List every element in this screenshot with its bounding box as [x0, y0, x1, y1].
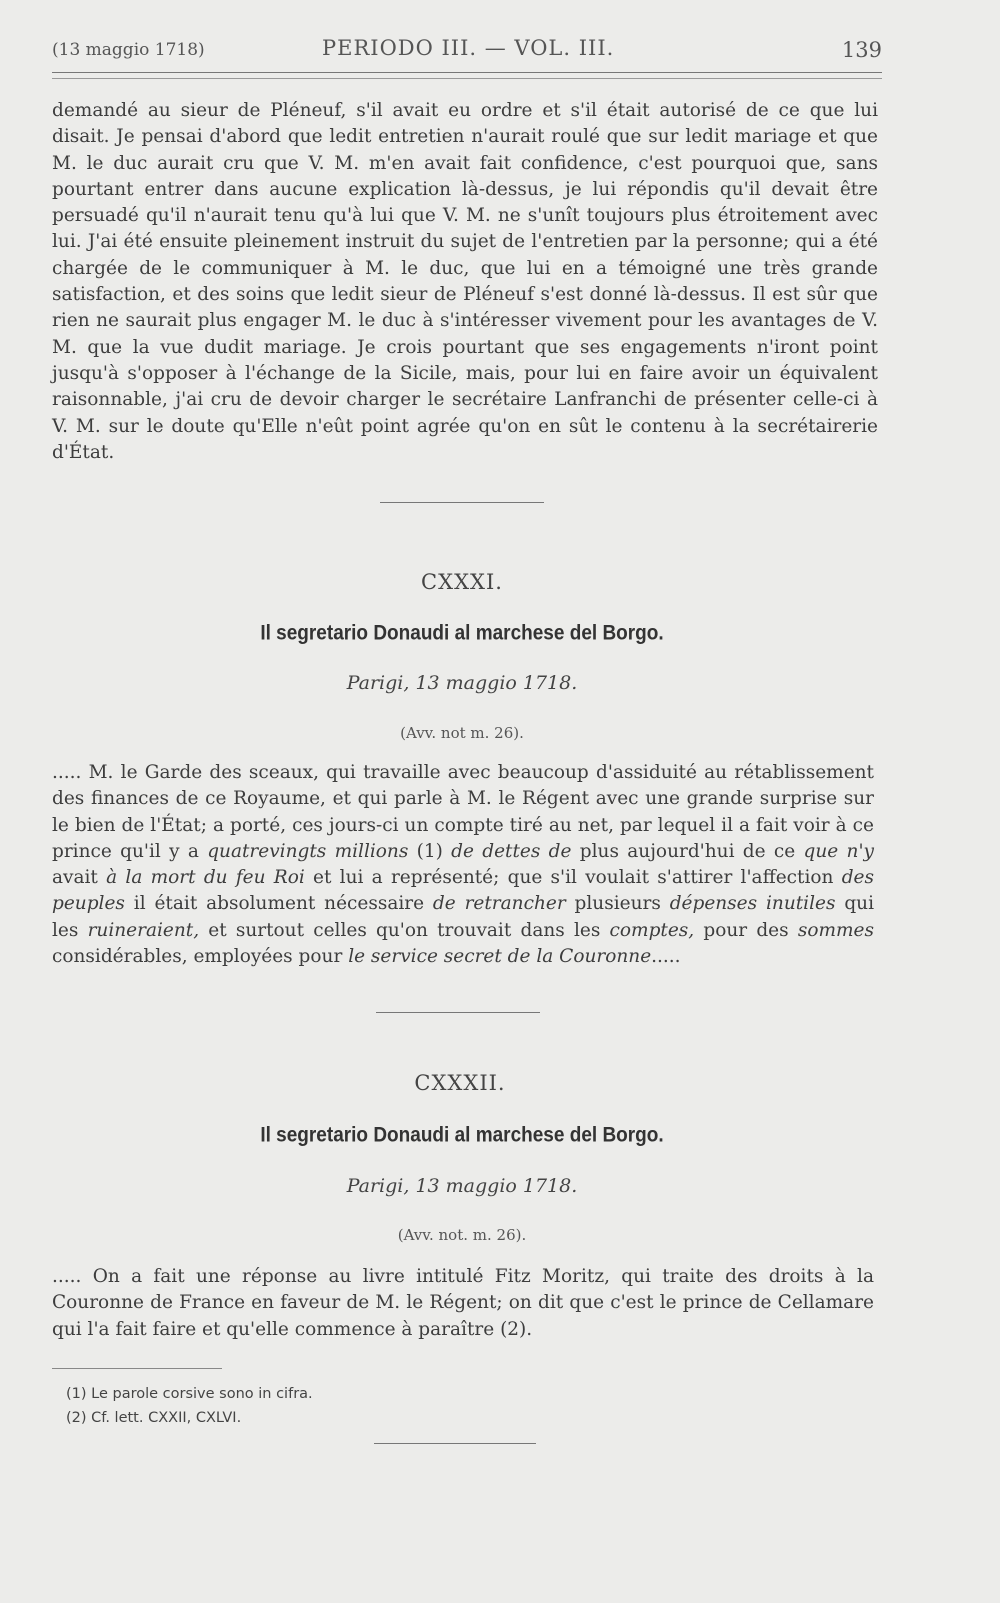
letter-body: [52, 760, 874, 970]
running-head-title: PERIODO III. — VOL. III.: [322, 36, 615, 60]
cipher-italic-text: de retrancher: [432, 893, 566, 915]
footnote-1: (1) Le parole corsive sono in cifra.: [66, 1386, 313, 1402]
cipher-italic-text: le service secret de la Couronne: [348, 946, 652, 968]
letter-number: CXXXI.: [421, 570, 503, 594]
body-text-segment: (1): [408, 840, 452, 862]
letter-date: Parigi, 13 maggio 1718.: [346, 672, 578, 694]
cipher-italic-text: quatrevingts millions: [207, 840, 409, 862]
body-text-segment: et lui a représenté; que s'il voulait s'attirer l'affection: [304, 867, 842, 889]
footnote-rule: [52, 1368, 222, 1369]
letter-title: Il segretario Donaudi al marchese del Borgo.: [260, 1123, 664, 1147]
body-text-segment: il était absolument nécessaire: [124, 893, 433, 915]
cipher-italic-text: ruineraient,: [87, 919, 200, 941]
cipher-italic-text: des peuples: [52, 867, 874, 915]
letter-date: Parigi, 13 maggio 1718.: [346, 1175, 578, 1197]
body-text-segment: pour des: [694, 919, 798, 941]
section-divider: [380, 502, 544, 503]
body-text-segment: plusieurs: [565, 893, 670, 915]
running-head: [52, 36, 882, 66]
body-text-segment: avait: [52, 867, 107, 889]
section-divider: [374, 1443, 536, 1444]
body-text-segment: plus aujourd'hui de ce: [571, 840, 804, 862]
cipher-italic-text: dépenses inutiles: [669, 893, 836, 915]
letter-body: ..... On a fait une réponse au livre intitulé Fitz Moritz, qui traite des droits à la Couronne de France en faveur de M. le Régent; on dit que c'est le prince de Cellamare qui l'a fait faire et qu'elle commence à paraître (2).: [52, 1266, 874, 1340]
continued-letter-paragraph: demandé au sieur de Pléneuf, s'il avait eu ordre et s'il était autorisé de ce que lui disait. Je pensai d'abord que ledit entretien n'aurait roulé que sur ledit mariage et que M. le duc aurait cru que V. M. m'en avait fait confidence, c'est pourquoi que, sans pourtant entrer dans aucune explication là-dessus, je lui répondis qu'il devait être persuadé qu'il n'aurait tenu qu'à lui que V. M. ne s'unît toujours plus étroitement avec lui. J'ai été ensuite pleinement instruit du sujet de l'entretien par la personne; qui a été chargée de le communiquer à M. le duc, que lui en a témoigné une très grande satisfaction, et des soins que ledit sieur de Pléneuf s'est donné là-dessus. Il est sûr que rien ne saurait plus engager M. le duc à s'intéresser vivement pour les avantages de V. M. que la vue dudit mariage. Je crois pourtant que ses engagements n'iront point jusqu'à s'opposer à l'échange de la Sicile, mais, pour lui en faire avoir un équivalent raisonnable, j'ai cru de devoir charger le secrétaire Lanfranchi de présenter celle-ci à V. M. sur le doute qu'Elle n'eût point agrée qu'on en sût le contenu à la secrétairerie d'État.: [52, 100, 878, 463]
running-head-date: (13 maggio 1718): [52, 40, 205, 60]
cipher-italic-text: de dettes de: [451, 840, 572, 862]
body-text-segment: considérables, employées pour: [52, 946, 349, 968]
letter-source: (Avv. not m. 26).: [400, 724, 524, 742]
section-divider: [376, 1012, 540, 1013]
letter-source: (Avv. not. m. 26).: [397, 1226, 527, 1244]
letter-number: CXXXII.: [414, 1071, 506, 1095]
cipher-italic-text: sommes: [797, 919, 874, 941]
cipher-italic-text: comptes,: [609, 919, 695, 941]
body-text-segment: .....: [651, 946, 681, 968]
footnotes: [66, 1382, 313, 1430]
body-text-segment: et surtout celles qu'on trouvait dans les: [199, 919, 610, 941]
body-text-segment: qui les: [52, 893, 874, 941]
cipher-italic-text: à la mort du feu Roi: [106, 867, 305, 889]
cipher-italic-text: que n'y: [803, 840, 874, 862]
letter-title: Il segretario Donaudi al marchese del Borgo.: [260, 621, 664, 645]
page-number: 139: [841, 38, 882, 62]
body-text-segment: ..... M. le Garde des sceaux, qui travaille avec beaucoup d'assiduité au rétablissement des finances de ce Royaume, et qui parle à M. le Régent avec une grande surprise sur le bien de l'État; a porté, ces jours-ci un compte tiré au net, par lequel il a fait voir à ce prince qu'il y a: [52, 762, 874, 862]
footnote-2: (2) Cf. lett. CXXII, CXLVI.: [66, 1410, 242, 1426]
header-rule: [52, 72, 882, 79]
